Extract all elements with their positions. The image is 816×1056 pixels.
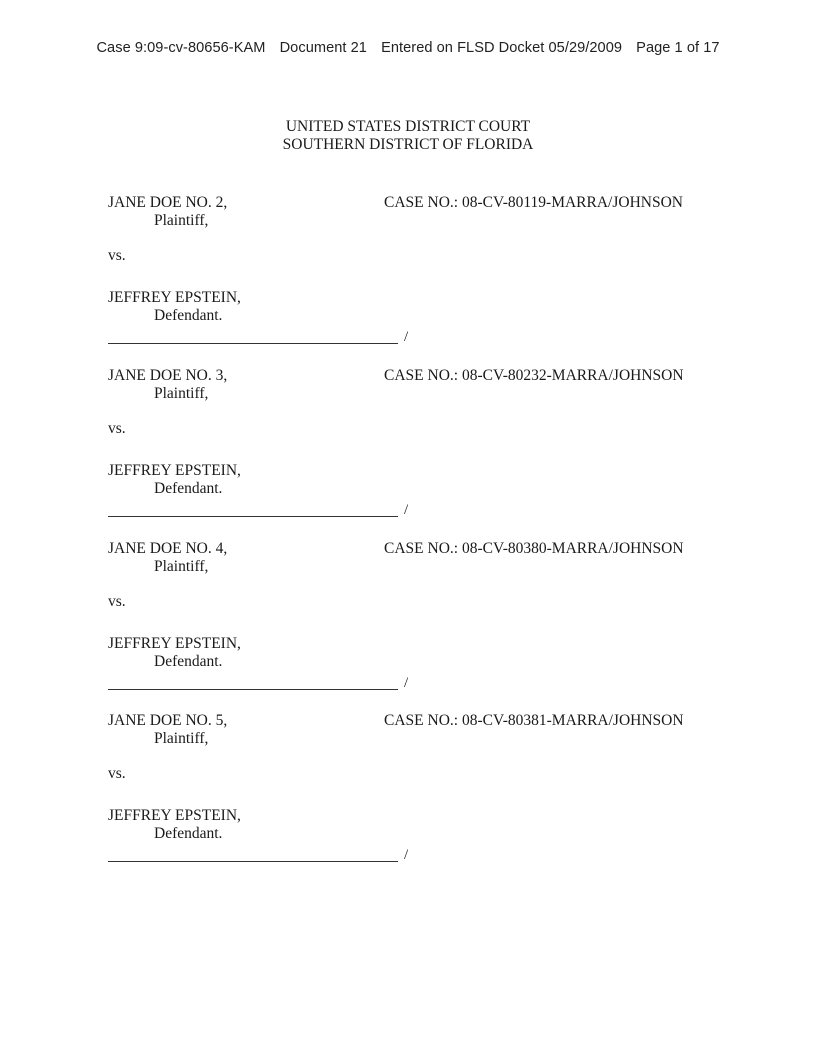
defendant-name: JEFFREY EPSTEIN,: [108, 462, 241, 479]
caption-slash: /: [404, 502, 409, 518]
caption-divider-line: [108, 861, 398, 862]
defendant-role: Defendant.: [154, 653, 223, 670]
docket-case-number: Case 9:09-cv-80656-KAM: [96, 40, 266, 56]
docket-entry-date: Entered on FLSD Docket 05/29/2009: [381, 40, 623, 56]
caption-divider-line: [108, 516, 398, 517]
caption-slash: /: [404, 675, 409, 691]
plaintiff-role: Plaintiff,: [154, 730, 209, 747]
versus-label: vs.: [108, 247, 126, 264]
versus-label: vs.: [108, 593, 126, 610]
plaintiff-name: JANE DOE NO. 2,: [108, 194, 228, 211]
case-number: CASE NO.: 08-CV-80380-MARRA/JOHNSON: [384, 540, 684, 557]
docket-header: [0, 40, 816, 56]
defendant-role: Defendant.: [154, 480, 223, 497]
defendant-role: Defendant.: [154, 825, 223, 842]
caption-divider-line: [108, 343, 398, 344]
court-heading: [0, 118, 816, 154]
plaintiff-role: Plaintiff,: [154, 212, 209, 229]
docket-page-count: Page 1 of 17: [636, 40, 720, 56]
court-name: UNITED STATES DISTRICT COURT: [285, 118, 531, 135]
caption-divider-line: [108, 689, 398, 690]
caption-slash: /: [404, 847, 409, 863]
court-district: SOUTHERN DISTRICT OF FLORIDA: [282, 136, 534, 153]
versus-label: vs.: [108, 765, 126, 782]
defendant-name: JEFFREY EPSTEIN,: [108, 289, 241, 306]
case-number: CASE NO.: 08-CV-80232-MARRA/JOHNSON: [384, 367, 684, 384]
versus-label: vs.: [108, 420, 126, 437]
case-number: CASE NO.: 08-CV-80381-MARRA/JOHNSON: [384, 712, 684, 729]
plaintiff-name: JANE DOE NO. 5,: [108, 712, 228, 729]
plaintiff-name: JANE DOE NO. 3,: [108, 367, 228, 384]
defendant-name: JEFFREY EPSTEIN,: [108, 635, 241, 652]
docket-document-number: Document 21: [279, 40, 367, 56]
defendant-role: Defendant.: [154, 307, 223, 324]
plaintiff-name: JANE DOE NO. 4,: [108, 540, 228, 557]
plaintiff-role: Plaintiff,: [154, 385, 209, 402]
defendant-name: JEFFREY EPSTEIN,: [108, 807, 241, 824]
case-number: CASE NO.: 08-CV-80119-MARRA/JOHNSON: [384, 194, 683, 211]
caption-slash: /: [404, 329, 409, 345]
plaintiff-role: Plaintiff,: [154, 558, 209, 575]
